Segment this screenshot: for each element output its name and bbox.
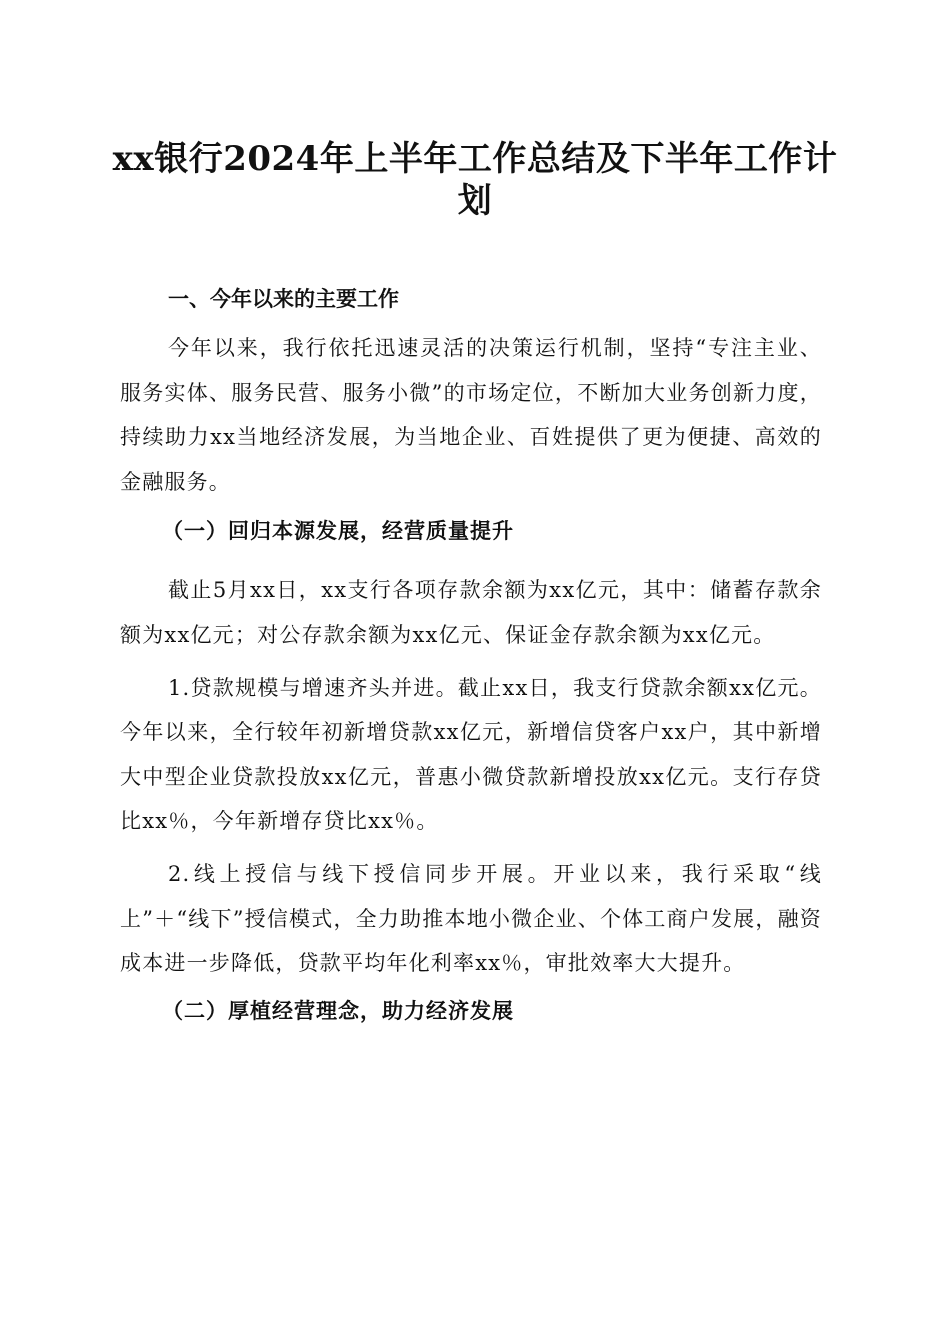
- document-body: [120, 282, 822, 1048]
- body-paragraph: 1.贷款规模与增速齐头并进。截止xx日，我支行贷款余额xx亿元。今年以来，全行较年初新增贷款xx亿元，新增信贷客户xx户，其中新增大中型企业贷款投放xx亿元，普惠小微贷款新增投放xx亿元。支行存贷比xx％，今年新增存贷比xx％。: [120, 675, 822, 834]
- body-paragraph: 截止5月xx日，xx支行各项存款余额为xx亿元，其中：储蓄存款余额为xx亿元；对公存款余额为xx亿元、保证金存款余额为xx亿元。: [120, 578, 822, 647]
- subsection-heading: （一）回归本源发展，经营质量提升: [162, 518, 514, 544]
- body-paragraph: 2.线上授信与线下授信同步开展。开业以来，我行采取“线上”＋“线下”授信模式，全力助推本地小微企业、个体工商户发展，融资成本进一步降低，贷款平均年化利率xx％，审批效率大大提升。: [120, 861, 822, 976]
- subsection-heading: （二）厚植经营理念，助力经济发展: [162, 997, 514, 1023]
- body-paragraph: 今年以来，我行依托迅速灵活的决策运行机制，坚持“专注主业、服务实体、服务民营、服务小微”的市场定位，不断加大业务创新力度，持续助力xx当地经济发展，为当地企业、百姓提供了更为便捷、高效的金融服务。: [120, 336, 822, 494]
- section-heading: 一、今年以来的主要工作: [168, 287, 399, 311]
- document-title: xx银行2024年上半年工作总结及下半年工作计划: [112, 139, 838, 221]
